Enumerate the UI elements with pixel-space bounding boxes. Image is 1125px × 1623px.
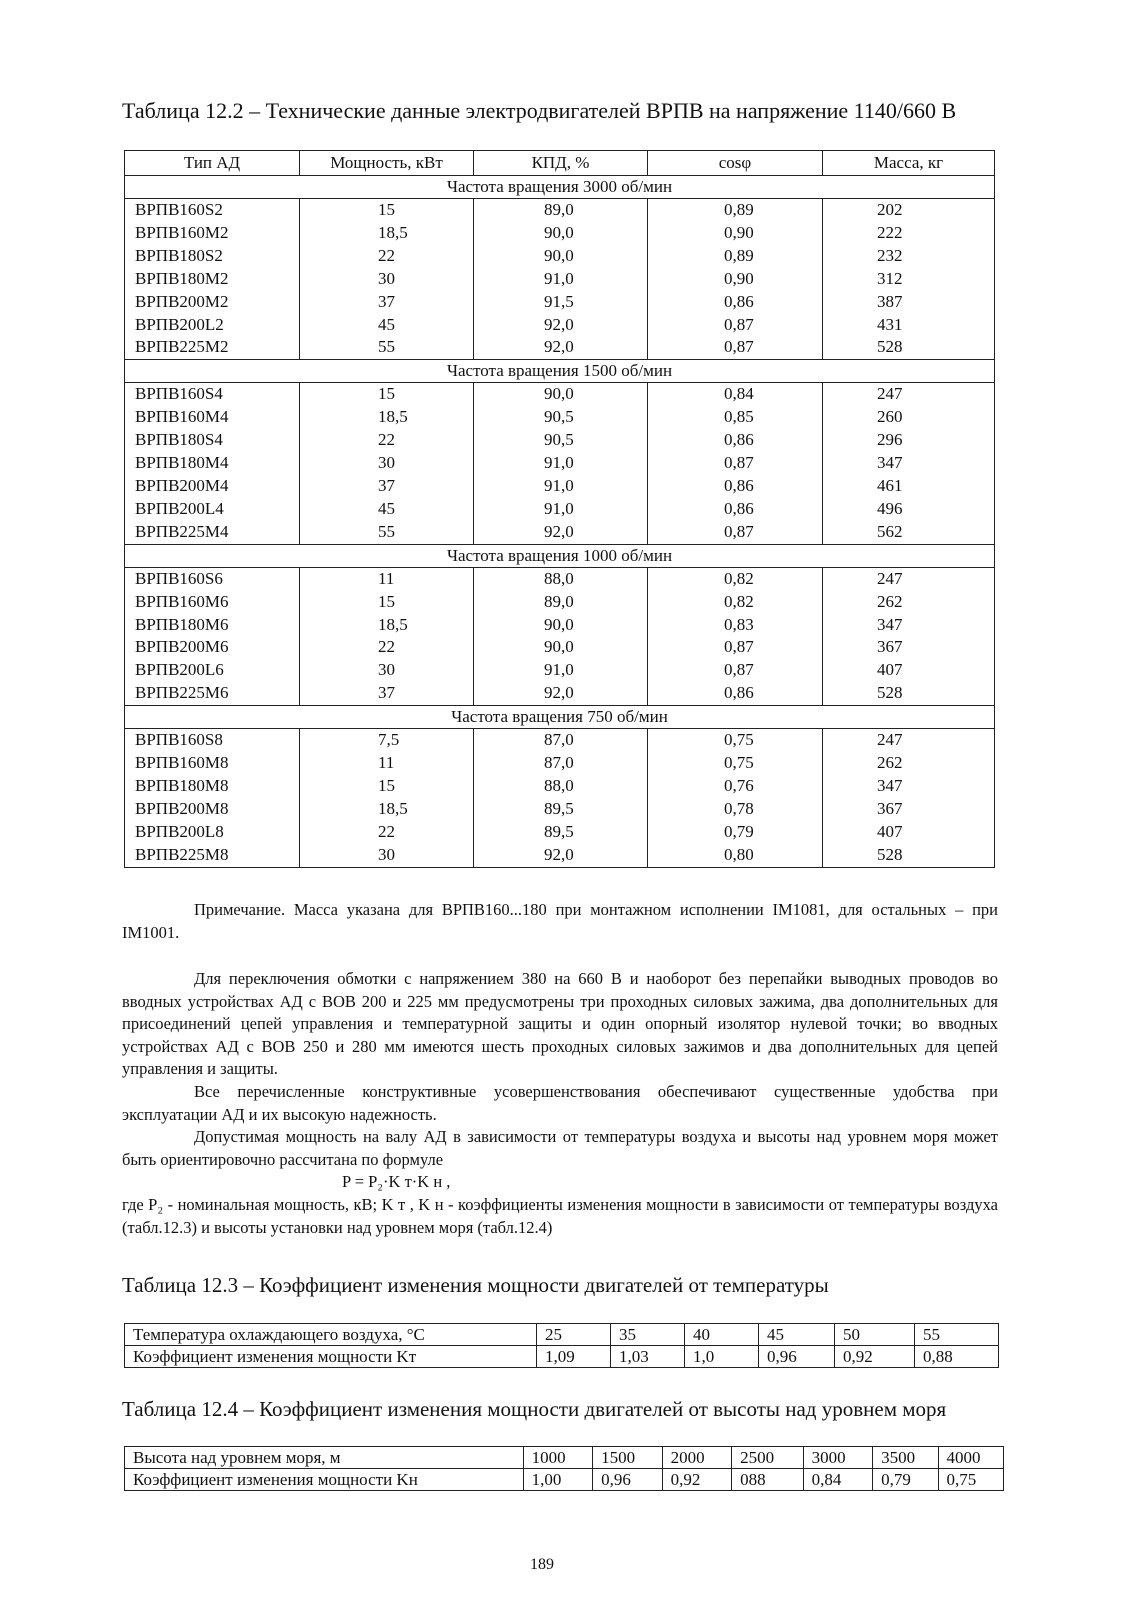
- efficiency-cell: 91,0: [474, 268, 648, 291]
- table-row: [125, 682, 995, 705]
- motor-type-cell: ВРПВ180М2: [125, 268, 300, 291]
- table-12-4-caption: Таблица 12.4 – Коэффициент изменения мощности двигателей от высоты над уровнем моря: [122, 1397, 947, 1421]
- body-text: [122, 968, 998, 1239]
- section-header-row: [125, 176, 995, 199]
- power-cell: 37: [300, 291, 474, 314]
- table-cell: 0,79: [873, 1469, 938, 1491]
- motor-type-cell: ВРПВ180М4: [125, 452, 300, 475]
- header-efficiency: КПД, %: [474, 151, 648, 176]
- cosphi-cell: 0,79: [648, 821, 823, 844]
- power-cell: 11: [300, 567, 474, 590]
- section-title: Частота вращения 3000 об/мин: [125, 176, 995, 199]
- header-power: Мощность, кВт: [300, 151, 474, 176]
- motor-type-cell: ВРПВ200L2: [125, 314, 300, 337]
- mass-cell: 407: [823, 821, 995, 844]
- cosphi-cell: 0,86: [648, 291, 823, 314]
- motor-type-cell: ВРПВ160М4: [125, 406, 300, 429]
- power-cell: 37: [300, 475, 474, 498]
- power-cell: 45: [300, 314, 474, 337]
- power-cell: 18,5: [300, 406, 474, 429]
- efficiency-cell: 90,0: [474, 222, 648, 245]
- table-row: [125, 591, 995, 614]
- efficiency-cell: 90,0: [474, 383, 648, 406]
- motor-type-cell: ВРПВ180S4: [125, 429, 300, 452]
- table-row: [125, 821, 995, 844]
- paragraph-3: Допустимая мощность на валу АД в зависимости от температуры воздуха и высоты над уровнем моря может быть ориентировочно рассчитана по формуле: [122, 1127, 998, 1169]
- efficiency-cell: 87,0: [474, 729, 648, 752]
- table-row: [125, 336, 995, 359]
- cosphi-cell: 0,85: [648, 406, 823, 429]
- motor-type-cell: ВРПВ225М4: [125, 521, 300, 544]
- table-cell: 1,09: [537, 1346, 611, 1368]
- efficiency-cell: 91,5: [474, 291, 648, 314]
- table-cell: 50: [835, 1324, 915, 1346]
- power-cell: 22: [300, 821, 474, 844]
- cosphi-cell: 0,78: [648, 798, 823, 821]
- table-cell: 45: [759, 1324, 835, 1346]
- table-row: [125, 1469, 1004, 1491]
- formula-explanation: где P₂ - номинальная мощность, кВ; K т , K н - коэффициенты изменения мощности в зависимости от температуры воздуха (табл.12.3) и высоты установки над уровнем моря (табл.12.4): [122, 1194, 998, 1237]
- efficiency-cell: 89,5: [474, 798, 648, 821]
- efficiency-cell: 92,0: [474, 844, 648, 867]
- motor-type-cell: ВРПВ180М8: [125, 775, 300, 798]
- motor-type-cell: ВРПВ180S2: [125, 245, 300, 268]
- mass-cell: 312: [823, 268, 995, 291]
- cosphi-cell: 0,90: [648, 268, 823, 291]
- table-cell: 1,0: [685, 1346, 759, 1368]
- efficiency-cell: 91,0: [474, 659, 648, 682]
- power-cell: 18,5: [300, 614, 474, 637]
- table-row: [125, 291, 995, 314]
- mass-cell: 262: [823, 752, 995, 775]
- coefficient-label: Коэффициент изменения мощности Kн: [125, 1469, 524, 1491]
- motor-type-cell: ВРПВ200М8: [125, 798, 300, 821]
- power-cell: 30: [300, 452, 474, 475]
- table-row: [125, 798, 995, 821]
- efficiency-cell: 88,0: [474, 567, 648, 590]
- power-cell: 15: [300, 591, 474, 614]
- table-cell: 088: [732, 1469, 804, 1491]
- page-number: 189: [530, 1556, 554, 1573]
- table-row: [125, 636, 995, 659]
- mass-cell: 262: [823, 591, 995, 614]
- efficiency-cell: 92,0: [474, 336, 648, 359]
- efficiency-cell: 91,0: [474, 498, 648, 521]
- temperature-label: Температура охлаждающего воздуха, °С: [125, 1324, 537, 1346]
- note-text: Примечание. Масса указана для ВРПВ160...180 при монтажном исполнении IM1081, для остальных – при IM1001.: [122, 900, 998, 942]
- paragraph-1: Для переключения обмотки с напряжением 380 на 660 В и наоборот без перепайки выводных проводов во вводных устройствах АД с ВОВ 200 и 225 мм предусмотрены три проходных силовых зажима, два дополнительных для присоединений цепей управления и температурной защиты и один опорный изолятор нулевой точки; во вводных устройствах АД с ВОВ 250 и 280 мм имеются шесть проходных силовых зажимов и два дополнительных для цепей управления и защиты.: [122, 969, 998, 1079]
- table-row: [125, 199, 995, 222]
- table-cell: 0,84: [803, 1469, 873, 1491]
- motor-type-cell: ВРПВ200М6: [125, 636, 300, 659]
- table-cell: 0,92: [662, 1469, 732, 1491]
- table-cell: 3500: [873, 1447, 938, 1469]
- efficiency-cell: 91,0: [474, 452, 648, 475]
- cosphi-cell: 0,87: [648, 636, 823, 659]
- power-cell: 15: [300, 775, 474, 798]
- mass-cell: 247: [823, 383, 995, 406]
- table-12-2-caption: Таблица 12.2 – Технические данные электродвигателей ВРПВ на напряжение 1140/660 В: [122, 98, 957, 123]
- header-mass: Масса, кг: [823, 151, 995, 176]
- mass-cell: 296: [823, 429, 995, 452]
- cosphi-cell: 0,87: [648, 452, 823, 475]
- header-type: Тип АД: [125, 151, 300, 176]
- section-header-row: [125, 360, 995, 383]
- table-row: [125, 406, 995, 429]
- cosphi-cell: 0,87: [648, 314, 823, 337]
- mass-cell: 347: [823, 614, 995, 637]
- mass-cell: 387: [823, 291, 995, 314]
- efficiency-cell: 89,5: [474, 821, 648, 844]
- table-row: [125, 752, 995, 775]
- power-cell: 18,5: [300, 222, 474, 245]
- motor-type-cell: ВРПВ200L4: [125, 498, 300, 521]
- motor-type-cell: ВРПВ160М2: [125, 222, 300, 245]
- power-cell: 15: [300, 199, 474, 222]
- table-row: [125, 268, 995, 291]
- table-cell: 0,75: [938, 1469, 1003, 1491]
- cosphi-cell: 0,83: [648, 614, 823, 637]
- mass-cell: 528: [823, 844, 995, 867]
- table-row: [125, 1324, 999, 1346]
- motor-type-cell: ВРПВ180М6: [125, 614, 300, 637]
- motor-type-cell: ВРПВ200М2: [125, 291, 300, 314]
- section-title: Частота вращения 750 об/мин: [125, 706, 995, 729]
- power-cell: 11: [300, 752, 474, 775]
- power-cell: 30: [300, 844, 474, 867]
- motor-type-cell: ВРПВ160S2: [125, 199, 300, 222]
- formula: P = P₂·K т·K н ,: [342, 1172, 451, 1192]
- motor-type-cell: ВРПВ225М8: [125, 844, 300, 867]
- table-row: [125, 475, 995, 498]
- table-12-3-caption: Таблица 12.3 – Коэффициент изменения мощности двигателей от температуры: [122, 1273, 829, 1297]
- motor-type-cell: ВРПВ160S8: [125, 729, 300, 752]
- table-row: [125, 1346, 999, 1368]
- cosphi-cell: 0,89: [648, 245, 823, 268]
- table-cell: 0,96: [593, 1469, 663, 1491]
- motor-type-cell: ВРПВ160М6: [125, 591, 300, 614]
- table-row: [125, 775, 995, 798]
- table-row: [125, 521, 995, 544]
- power-cell: 18,5: [300, 798, 474, 821]
- table-cell: 40: [685, 1324, 759, 1346]
- table-12-2: [124, 150, 995, 868]
- efficiency-cell: 89,0: [474, 591, 648, 614]
- motor-type-cell: ВРПВ200М4: [125, 475, 300, 498]
- motor-type-cell: ВРПВ225М2: [125, 336, 300, 359]
- cosphi-cell: 0,76: [648, 775, 823, 798]
- efficiency-cell: 92,0: [474, 682, 648, 705]
- efficiency-cell: 89,0: [474, 199, 648, 222]
- section-title: Частота вращения 1500 об/мин: [125, 360, 995, 383]
- table-row: [125, 383, 995, 406]
- power-cell: 22: [300, 429, 474, 452]
- mass-cell: 528: [823, 682, 995, 705]
- table-cell: 0,92: [835, 1346, 915, 1368]
- power-cell: 37: [300, 682, 474, 705]
- table-row: [125, 614, 995, 637]
- section-header-row: [125, 706, 995, 729]
- motor-type-cell: ВРПВ160S4: [125, 383, 300, 406]
- table-12-2-body: [125, 176, 995, 868]
- efficiency-cell: 90,0: [474, 245, 648, 268]
- power-cell: 15: [300, 383, 474, 406]
- efficiency-cell: 90,0: [474, 636, 648, 659]
- header-cosphi: cosφ: [648, 151, 823, 176]
- table-cell: 1500: [593, 1447, 663, 1469]
- mass-cell: 367: [823, 636, 995, 659]
- mass-cell: 347: [823, 775, 995, 798]
- table-row: [125, 245, 995, 268]
- power-cell: 45: [300, 498, 474, 521]
- table-row: [125, 452, 995, 475]
- power-cell: 30: [300, 268, 474, 291]
- mass-cell: 232: [823, 245, 995, 268]
- table-row: [125, 1447, 1004, 1469]
- cosphi-cell: 0,86: [648, 475, 823, 498]
- mass-cell: 222: [823, 222, 995, 245]
- motor-type-cell: ВРПВ200L6: [125, 659, 300, 682]
- cosphi-cell: 0,86: [648, 498, 823, 521]
- table-cell: 0,96: [759, 1346, 835, 1368]
- table-row: [125, 429, 995, 452]
- table-cell: 25: [537, 1324, 611, 1346]
- power-cell: 7,5: [300, 729, 474, 752]
- table-cell: 1000: [523, 1447, 593, 1469]
- table-row: [125, 844, 995, 867]
- mass-cell: 202: [823, 199, 995, 222]
- cosphi-cell: 0,82: [648, 591, 823, 614]
- table-row: [125, 659, 995, 682]
- cosphi-cell: 0,82: [648, 567, 823, 590]
- mass-cell: 496: [823, 498, 995, 521]
- motor-type-cell: ВРПВ200L8: [125, 821, 300, 844]
- power-cell: 22: [300, 636, 474, 659]
- mass-cell: 431: [823, 314, 995, 337]
- efficiency-cell: 90,0: [474, 614, 648, 637]
- motor-type-cell: ВРПВ160М8: [125, 752, 300, 775]
- efficiency-cell: 88,0: [474, 775, 648, 798]
- cosphi-cell: 0,75: [648, 729, 823, 752]
- table-note: [122, 899, 998, 944]
- table-row: [125, 567, 995, 590]
- cosphi-cell: 0,87: [648, 659, 823, 682]
- table-header-row: [125, 151, 995, 176]
- cosphi-cell: 0,87: [648, 336, 823, 359]
- cosphi-cell: 0,90: [648, 222, 823, 245]
- efficiency-cell: 91,0: [474, 475, 648, 498]
- table-12-3: [124, 1323, 999, 1368]
- table-cell: 55: [915, 1324, 999, 1346]
- table-cell: 2500: [732, 1447, 804, 1469]
- table-row: [125, 314, 995, 337]
- cosphi-cell: 0,86: [648, 429, 823, 452]
- table-cell: 4000: [938, 1447, 1003, 1469]
- cosphi-cell: 0,75: [648, 752, 823, 775]
- motor-type-cell: ВРПВ160S6: [125, 567, 300, 590]
- mass-cell: 367: [823, 798, 995, 821]
- altitude-label: Высота над уровнем моря, м: [125, 1447, 524, 1469]
- table-cell: 1,03: [611, 1346, 685, 1368]
- paragraph-2: Все перечисленные конструктивные усовершенствования обеспечивают существенные удобства при эксплуатации АД и их высокую надежность.: [122, 1081, 998, 1124]
- section-title: Частота вращения 1000 об/мин: [125, 544, 995, 567]
- efficiency-cell: 92,0: [474, 314, 648, 337]
- table-row: [125, 729, 995, 752]
- power-cell: 55: [300, 336, 474, 359]
- power-cell: 30: [300, 659, 474, 682]
- mass-cell: 461: [823, 475, 995, 498]
- table-row: [125, 498, 995, 521]
- table-cell: 35: [611, 1324, 685, 1346]
- efficiency-cell: 92,0: [474, 521, 648, 544]
- table-cell: 3000: [803, 1447, 873, 1469]
- mass-cell: 528: [823, 336, 995, 359]
- mass-cell: 347: [823, 452, 995, 475]
- mass-cell: 562: [823, 521, 995, 544]
- section-header-row: [125, 544, 995, 567]
- efficiency-cell: 87,0: [474, 752, 648, 775]
- coefficient-label: Коэффициент изменения мощности Kт: [125, 1346, 537, 1368]
- cosphi-cell: 0,87: [648, 521, 823, 544]
- table-cell: 0,88: [915, 1346, 999, 1368]
- cosphi-cell: 0,84: [648, 383, 823, 406]
- mass-cell: 260: [823, 406, 995, 429]
- cosphi-cell: 0,80: [648, 844, 823, 867]
- efficiency-cell: 90,5: [474, 406, 648, 429]
- motor-type-cell: ВРПВ225М6: [125, 682, 300, 705]
- table-cell: 1,00: [523, 1469, 593, 1491]
- table-12-4: [124, 1446, 1004, 1491]
- efficiency-cell: 90,5: [474, 429, 648, 452]
- power-cell: 55: [300, 521, 474, 544]
- table-cell: 2000: [662, 1447, 732, 1469]
- cosphi-cell: 0,86: [648, 682, 823, 705]
- table-row: [125, 222, 995, 245]
- mass-cell: 247: [823, 729, 995, 752]
- mass-cell: 407: [823, 659, 995, 682]
- power-cell: 22: [300, 245, 474, 268]
- mass-cell: 247: [823, 567, 995, 590]
- cosphi-cell: 0,89: [648, 199, 823, 222]
